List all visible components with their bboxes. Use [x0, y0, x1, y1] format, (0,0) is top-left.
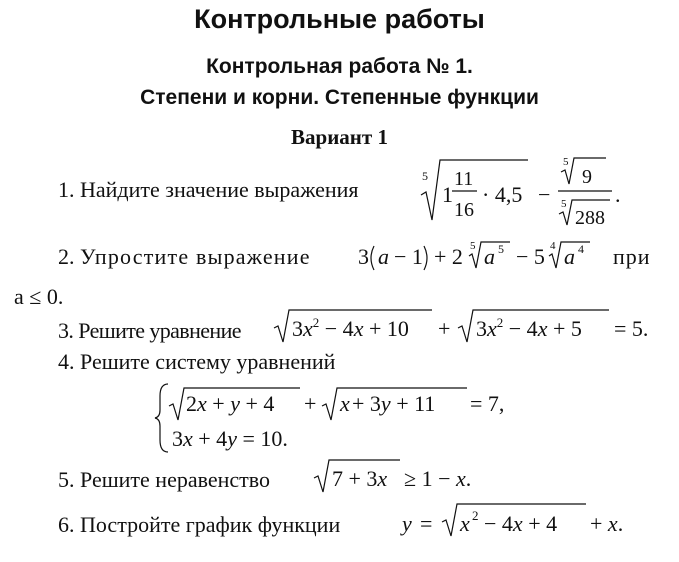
variant-heading: Вариант 1	[291, 125, 388, 149]
task-number: 6.	[58, 512, 75, 537]
svg-text:· 4,5: · 4,5	[482, 182, 523, 207]
task-2-condition: a ≤ 0.	[14, 284, 64, 309]
svg-text:3x2 − 4x + 10: $3x^2 - 4x + 10$	[292, 315, 409, 341]
svg-text:+ 2: + 2	[434, 244, 463, 269]
task-number: 1.	[58, 177, 75, 202]
svg-text:− 5: − 5	[516, 244, 545, 269]
svg-text:x: x	[340, 391, 350, 416]
page-title: Контрольные работы	[194, 4, 485, 34]
task-text: Решите систему уравнений	[80, 349, 336, 374]
task-4-system	[154, 380, 534, 456]
task-number: 2.	[58, 244, 75, 269]
svg-text:5: 5	[498, 242, 504, 256]
svg-text:a: a	[484, 244, 495, 269]
svg-text:−: −	[538, 182, 551, 207]
task-5	[58, 467, 270, 493]
svg-text:4: 4	[550, 240, 556, 252]
svg-text:7 + 3x: 7 + 3x	[332, 466, 388, 491]
task-3	[58, 318, 241, 344]
svg-text:5: 5	[563, 156, 569, 168]
svg-text:5: 5	[422, 169, 428, 183]
task-1-expression	[418, 152, 638, 230]
svg-text:2: 2	[472, 508, 479, 523]
task-2-expression	[358, 236, 608, 276]
svg-text:3x + 4y = 10.: 3x + 4y = 10.	[172, 426, 288, 451]
task-text: Упростите выражение	[80, 244, 311, 269]
task-number: 3.	[58, 318, 74, 343]
svg-text:x: x	[460, 511, 470, 536]
svg-text:3x2 − 4x + 5: $3x^2 - 4x + 5$	[476, 315, 582, 341]
svg-text:2x + y + 4: 2x + y + 4	[186, 391, 275, 416]
svg-text:≥ 1 − x.: ≥ 1 − x.	[404, 466, 472, 491]
svg-text:− 1: − 1	[394, 244, 423, 269]
svg-text:5: 5	[470, 240, 476, 252]
task-text: Решите уравнение	[78, 318, 241, 343]
svg-text:288: 288	[575, 207, 605, 229]
svg-text:= 7,: = 7,	[470, 391, 505, 416]
svg-text:= 5.: = 5.	[614, 316, 649, 341]
svg-text:=: =	[420, 511, 433, 536]
svg-text:− 4x + 4: − 4x + 4	[484, 511, 558, 536]
svg-text:16: 16	[454, 199, 474, 221]
task-1	[58, 177, 359, 203]
svg-text:5: 5	[561, 198, 567, 210]
svg-text:a: a	[378, 244, 389, 269]
task-number: 4.	[58, 349, 75, 374]
svg-text:+: +	[438, 316, 451, 341]
work-topic: Степени и корни. Степенные функции	[140, 86, 539, 109]
task-text: Постройте график функции	[80, 512, 341, 537]
svg-text:3: 3	[358, 244, 369, 269]
svg-text:+ x.: + x.	[590, 511, 624, 536]
task-5-expression	[312, 456, 512, 496]
task-2-suffix: при	[613, 244, 651, 269]
svg-text:4: 4	[578, 242, 584, 256]
svg-text:1: 1	[442, 182, 453, 207]
task-number: 5.	[58, 467, 75, 492]
task-6	[58, 512, 340, 538]
svg-text:+: +	[304, 391, 317, 416]
svg-text:+ 3y + 11: + 3y + 11	[352, 391, 436, 416]
svg-text:.: .	[615, 182, 621, 207]
task-4	[58, 349, 335, 375]
task-6-expression	[400, 498, 650, 540]
task-2	[58, 244, 311, 270]
work-title: Контрольная работа № 1.	[206, 55, 473, 78]
svg-text:9: 9	[582, 166, 592, 188]
svg-text:11: 11	[454, 168, 474, 190]
task-text: Найдите значение выражения	[80, 177, 359, 202]
task-text: Решите неравенство	[80, 467, 271, 492]
svg-text:a: a	[564, 244, 575, 269]
svg-text:y: y	[402, 511, 412, 536]
task-3-expression	[272, 306, 672, 346]
